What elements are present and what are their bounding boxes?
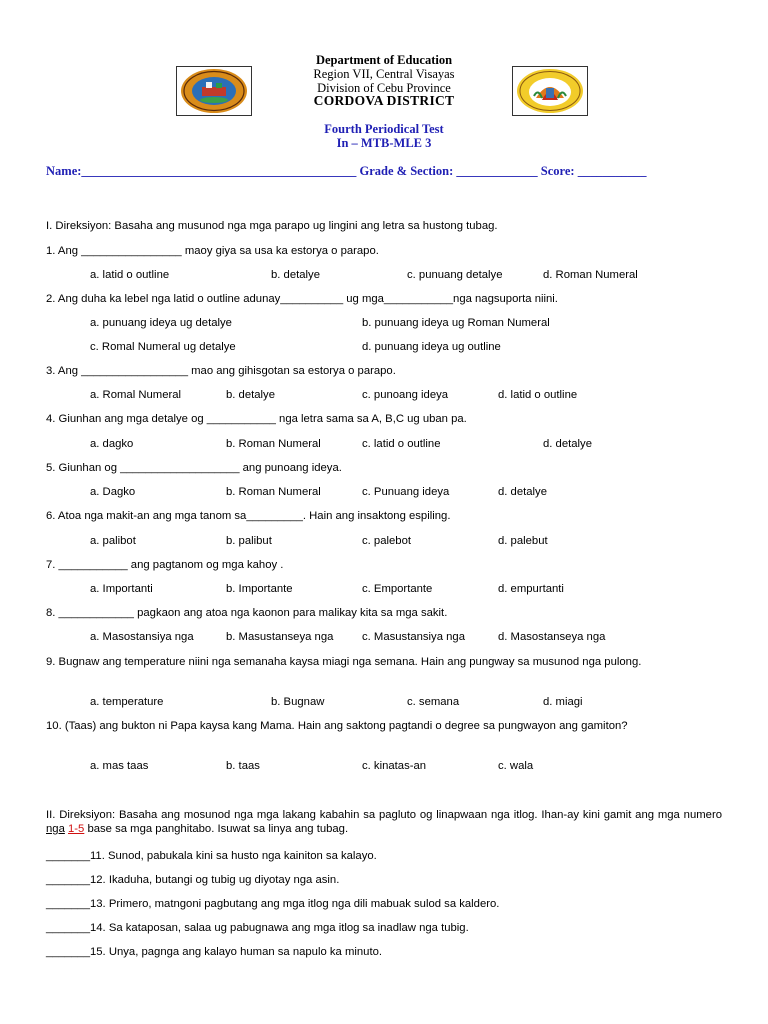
district-line: CORDOVA DISTRICT [313,93,455,108]
q8-choice-a[interactable]: a. Masostansiya nga [90,631,194,643]
student-info-line [46,164,646,179]
q7-choice-b[interactable]: b. Importante [226,583,293,595]
q9-choice-c[interactable]: c. semana [407,696,460,708]
q10-choice-c[interactable]: c. kinatas-an [362,760,427,772]
q4-choice-b[interactable]: b. Roman Numeral [226,438,321,450]
item-14[interactable]: _______14. Sa kataposan, salaa ug pabugnawa ang mga itlog sa inadlaw nga tubig. [46,922,469,934]
q10-choice-b[interactable]: b. taas [226,760,260,772]
q5-choice-c[interactable]: c. Punuang ideya [362,486,450,498]
test-title: Fourth Periodical Test [324,122,444,136]
q4-choice-a[interactable]: a. dagko [90,438,134,450]
q8-choice-b[interactable]: b. Masustanseya nga [226,631,334,643]
school-seal-icon [512,66,588,116]
part2-directions-post: base sa mga panghitabo. Isuwat sa linya ang tubag. [84,823,349,835]
question-1: 1. Ang ________________ maoy giya sa usa ka estorya o parapo. [46,245,379,257]
q8-choice-c[interactable]: c. Masustansiya nga [362,631,465,643]
part2-directions-range: 1-5 [68,823,85,835]
question-5: 5. Giunhan og ___________________ ang punoang ideya. [46,462,342,474]
q6-choice-c[interactable]: c. palebot [362,535,411,547]
q2-choice-c[interactable]: c. Romal Numeral ug detalye [90,341,236,353]
question-7: 7. ___________ ang pagtanom og mga kahoy . [46,559,284,571]
question-2: 2. Ang duha ka lebel nga latid o outline adunay__________ ug mga___________nga nagsuporta niini. [46,293,558,305]
question-8: 8. ____________ pagkaon ang atoa nga kaonon para malikay kita sa mga sakit. [46,607,448,619]
part2-directions-pre: II. Direksiyon: Basaha ang mosunod nga mga lakang kabahin sa pagluto og linapwaan nga itlog. Ihan-ay kini gamit ang mga numero [46,809,722,821]
question-6: 6. Atoa nga makit-an ang mga tanom sa_________. Hain ang insaktong espiling. [46,510,451,522]
q2-choice-a[interactable]: a. punuang ideya ug detalye [90,317,232,329]
question-9: 9. Bugnaw ang temperature niini nga semanaha kaysa miagi nga semana. Hain ang pungway sa musunod nga pulong. [46,656,642,668]
part2-directions [46,808,722,836]
q3-choice-b[interactable]: b. detalye [226,389,275,401]
name-blank[interactable]: ____________________________________________ [81,164,357,178]
q2-choice-d[interactable]: d. punuang ideya ug outline [362,341,501,353]
grade-section-blank[interactable]: _____________ [456,164,538,178]
part1-directions: I. Direksiyon: Basaha ang musunod nga mga parapo ug lingini ang letra sa hustong tubag. [46,220,498,232]
grade-section-label: Grade & Section: [359,164,454,178]
q6-choice-b[interactable]: b. palibut [226,535,272,547]
q6-choice-a[interactable]: a. palibot [90,535,136,547]
item-15[interactable]: _______15. Unya, pagnga ang kalayo human sa napulo ka minuto. [46,946,383,958]
q8-choice-d[interactable]: d. Masostanseya nga [498,631,606,643]
score-label: Score: [540,164,575,178]
q1-choice-c[interactable]: c. punuang detalye [407,269,503,281]
q7-choice-a[interactable]: a. Importanti [90,583,153,595]
question-3: 3. Ang _________________ mao ang gihisgotan sa estorya o parapo. [46,365,396,377]
item-13[interactable]: _______13. Primero, matngoni pagbutang ang mga itlog nga dili mabuak sulod sa kaldero. [46,898,500,910]
q3-choice-c[interactable]: c. punoang ideya [362,389,449,401]
q5-choice-d[interactable]: d. detalye [498,486,547,498]
item-12[interactable]: _______12. Ikaduha, butangi og tubig ug diyotay nga asin. [46,874,340,886]
question-4: 4. Giunhan ang mga detalye og ___________ nga letra sama sa A, B,C ug uban pa. [46,413,467,425]
q9-choice-b[interactable]: b. Bugnaw [271,696,325,708]
q4-choice-d[interactable]: d. detalye [543,438,592,450]
q5-choice-a[interactable]: a. Dagko [90,486,136,498]
q2-choice-b[interactable]: b. punuang ideya ug Roman Numeral [362,317,550,329]
q9-choice-d[interactable]: d. miagi [543,696,583,708]
part2-directions-nga: nga [46,823,65,835]
q5-choice-b[interactable]: b. Roman Numeral [226,486,321,498]
division-line: Division of Cebu Province [317,81,451,95]
q10-choice-d[interactable]: c. wala [498,760,534,772]
q1-choice-b[interactable]: b. detalye [271,269,320,281]
score-blank[interactable]: ___________ [577,164,647,178]
q3-choice-d[interactable]: d. latid o outline [498,389,578,401]
department-title: Department of Education [315,53,453,67]
division-seal-icon [176,66,252,116]
q4-choice-c[interactable]: c. latid o outline [362,438,441,450]
q6-choice-d[interactable]: d. palebut [498,535,548,547]
region-line: Region VII, Central Visayas [313,67,455,81]
q7-choice-c[interactable]: c. Emportante [362,583,433,595]
q3-choice-a[interactable]: a. Romal Numeral [90,389,182,401]
q1-choice-a[interactable]: a. latid o outline [90,269,170,281]
name-label: Name: [46,164,82,178]
question-10: 10. (Taas) ang bukton ni Papa kaysa kang Mama. Hain ang saktong pagtandi o degree sa pungwayon ang gamiton? [46,720,628,732]
q10-choice-a[interactable]: a. mas taas [90,760,149,772]
item-11[interactable]: _______11. Sunod, pabukala kini sa husto nga kainiton sa kalayo. [46,850,377,862]
q9-choice-a[interactable]: a. temperature [90,696,164,708]
subject-line: In – MTB-MLE 3 [336,136,432,150]
q7-choice-d[interactable]: d. empurtanti [498,583,564,595]
q1-choice-d[interactable]: d. Roman Numeral [543,269,638,281]
